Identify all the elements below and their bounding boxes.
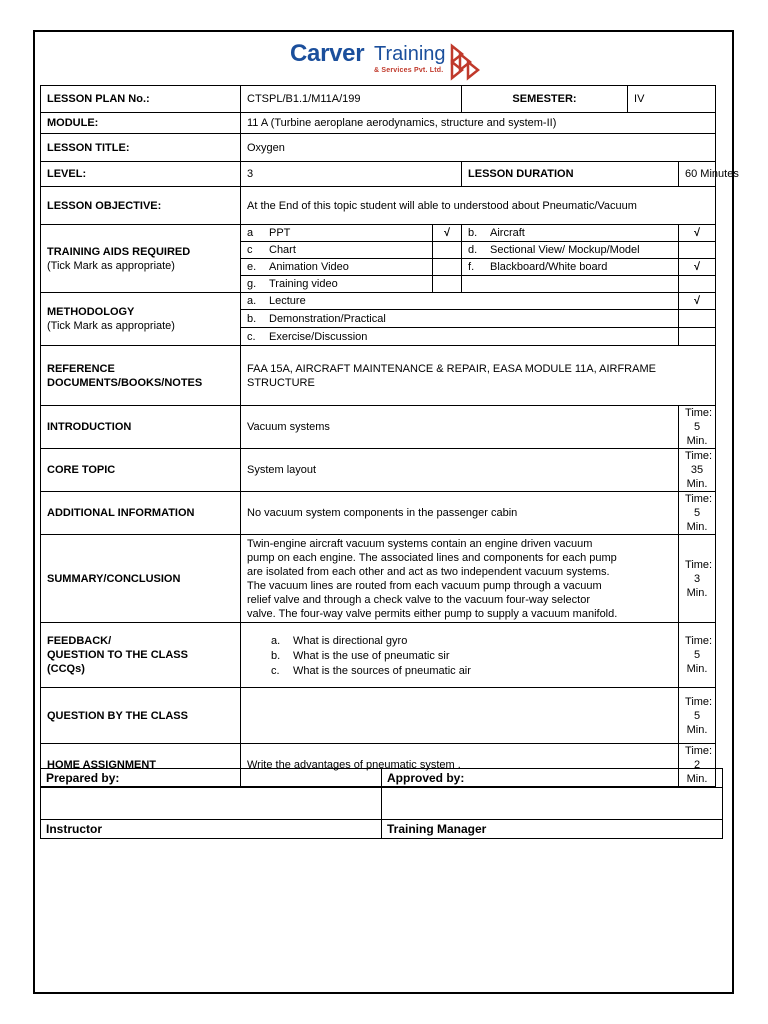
prepared-by-label: Prepared by: [41, 769, 382, 788]
aid-tick [679, 276, 716, 293]
level-label: LEVEL: [41, 162, 241, 187]
approved-by-role: Training Manager [382, 820, 723, 839]
method-item: Exercise/Discussion [269, 330, 368, 343]
aid-mark: d. [468, 244, 478, 256]
methodology-row [41, 293, 716, 310]
time-value: 5 Min. [686, 421, 708, 447]
logo-subtitle: & Services Pvt. Ltd. [374, 67, 444, 74]
method-mark: a. [247, 295, 257, 307]
logo-brand-training: Training [374, 43, 446, 65]
signoff-table [40, 768, 723, 839]
training-aids-title: TRAINING AIDS REQUIRED [47, 245, 191, 258]
lesson-plan-table [40, 85, 739, 787]
row-introduction [41, 406, 716, 449]
core-topic-value: System layout [241, 449, 679, 492]
row-reference [41, 346, 716, 406]
lesson-title-value: Oxygen [241, 134, 716, 162]
time-label: Time: [685, 450, 713, 462]
question-by-class-label: QUESTION BY THE CLASS [41, 688, 241, 744]
ccq-item [247, 664, 672, 679]
summary-line: are isolated from each other and act as two independent vacuum systems. [247, 565, 610, 578]
aid-mark: g. [247, 278, 257, 290]
time-value: 5 Min. [686, 649, 708, 675]
aid-mark: a [247, 227, 254, 239]
core-topic-time [679, 449, 716, 492]
aid-mark: b. [468, 227, 478, 239]
time-value: 35 Min. [686, 464, 708, 490]
lesson-objective-label: LESSON OBJECTIVE: [41, 187, 241, 225]
semester-value: IV [628, 86, 716, 113]
aid-mark: c [247, 244, 253, 256]
training-aids-sublabel: (Tick Mark as appropriate) [47, 259, 175, 272]
feedback-time [679, 623, 716, 688]
time-label: Time: [685, 493, 713, 505]
time-value: 2 Min. [686, 759, 708, 785]
row-core-topic [41, 449, 716, 492]
training-aids-row [41, 225, 716, 242]
additional-info-time [679, 492, 716, 535]
summary-line: The vacuum lines are routed from each vacuum pump through a vacuum [247, 579, 602, 592]
introduction-time [679, 406, 716, 449]
feedback-label [41, 623, 241, 688]
method-item: Demonstration/Practical [269, 312, 386, 325]
method-tick: √ [679, 293, 716, 310]
summary-line: Twin-engine aircraft vacuum systems contain an engine driven vacuum [247, 537, 593, 550]
aid-tick: √ [679, 259, 716, 276]
summary-line: pump on each engine. The associated lines and components for each pump [247, 551, 617, 564]
aid-tick [433, 242, 462, 259]
prepared-by-signature [41, 788, 382, 820]
summary-line: valve. The four-way valve permits either pump to supply a vacuum manifold. [247, 607, 618, 620]
summary-time [679, 535, 716, 623]
aid-tick [433, 276, 462, 293]
prepared-by-role: Instructor [41, 820, 382, 839]
lesson-duration-value: 60 Minutes [679, 162, 716, 187]
methodology-label [41, 293, 241, 346]
lesson-plan-value: CTSPL/B1.1/M11A/199 [241, 86, 462, 113]
aid-tick: √ [433, 225, 462, 242]
row-additional-info [41, 492, 716, 535]
aid-item: Chart [269, 244, 296, 256]
method-tick [679, 328, 716, 346]
row-level [41, 162, 716, 187]
introduction-label: INTRODUCTION [41, 406, 241, 449]
time-label: Time: [685, 635, 713, 647]
ccq-text: What is the sources of pneumatic air [293, 664, 471, 677]
time-value: 5 Min. [686, 507, 708, 533]
approved-by-signature [382, 788, 723, 820]
aid-tick: √ [679, 225, 716, 242]
row-question-by-class [41, 688, 716, 744]
row-lesson-plan [41, 86, 716, 113]
ccq-mark: c. [271, 664, 280, 677]
feedback-label-line1: FEEDBACK/ [47, 635, 112, 647]
lesson-duration-label: LESSON DURATION [462, 162, 679, 187]
lesson-title-label: LESSON TITLE: [41, 134, 241, 162]
summary-label: SUMMARY/CONCLUSION [41, 535, 241, 623]
ccq-text: What is directional gyro [293, 634, 408, 647]
ccq-item [247, 634, 672, 649]
aid-item: Aircraft [490, 227, 525, 239]
time-value: 3 Min. [686, 572, 708, 599]
level-value: 3 [241, 162, 462, 187]
summary-line: relief valve and through a check valve to the vacuum four-way selector [247, 593, 591, 606]
ccq-mark: b. [271, 649, 281, 662]
methodology-sublabel: (Tick Mark as appropriate) [47, 320, 175, 332]
aid-mark: e. [247, 261, 257, 273]
logo-arrows-icon [450, 42, 482, 82]
module-value: 11 A (Turbine aeroplane aerodynamics, structure and system-II) [241, 113, 716, 134]
question-by-class-time [679, 688, 716, 744]
method-tick [679, 310, 716, 328]
aid-item: Animation Video [269, 261, 349, 273]
time-label: Time: [685, 745, 713, 757]
reference-label [41, 346, 241, 406]
introduction-value: Vacuum systems [241, 406, 679, 449]
module-label: MODULE: [41, 113, 241, 134]
question-by-class-value [241, 688, 679, 744]
method-item: Lecture [269, 295, 306, 307]
method-mark: c. [247, 330, 256, 343]
time-value: 5 Min. [686, 709, 708, 736]
company-logo [290, 40, 490, 84]
home-assignment-label: HOME ASSIGNMENT [41, 744, 241, 787]
lesson-plan-label: LESSON PLAN No.: [41, 86, 241, 113]
lesson-objective-value: At the End of this topic student will able to understood about Pneumatic/Vacuum [241, 187, 716, 225]
row-summary [41, 535, 716, 623]
logo-brand: Carver [290, 40, 365, 67]
approved-by-label: Approved by: [382, 769, 723, 788]
reference-value: FAA 15A, AIRCRAFT MAINTENANCE & REPAIR, EASA MODULE 11A, AIRFRAME STRUCTURE [241, 346, 716, 406]
aid-tick [679, 242, 716, 259]
ccq-text: What is the use of pneumatic sir [293, 649, 450, 662]
aid-item: Training video [269, 278, 338, 290]
row-feedback [41, 623, 716, 688]
semester-label: SEMESTER: [462, 86, 628, 113]
aid-mark: f. [468, 261, 475, 273]
additional-info-label: ADDITIONAL INFORMATION [41, 492, 241, 535]
additional-info-value: No vacuum system components in the passenger cabin [241, 492, 679, 535]
aid-tick [433, 259, 462, 276]
method-mark: b. [247, 312, 257, 325]
aid-item: Sectional View/ Mockup/Model [490, 244, 640, 256]
ccq-item [247, 649, 672, 664]
time-label: Time: [685, 407, 713, 419]
feedback-label-line3: (CCQs) [47, 663, 85, 675]
training-aids-label [41, 225, 241, 293]
reference-label-line1: REFERENCE [47, 362, 115, 375]
core-topic-label: CORE TOPIC [41, 449, 241, 492]
time-label: Time: [685, 558, 713, 571]
row-module [41, 113, 716, 134]
feedback-label-line2: QUESTION TO THE CLASS [47, 649, 188, 661]
row-objective [41, 187, 716, 225]
ccq-mark: a. [271, 634, 281, 647]
reference-label-line2: DOCUMENTS/BOOKS/NOTES [47, 376, 203, 389]
methodology-title: METHODOLOGY [47, 306, 135, 318]
aid-item: Blackboard/White board [490, 261, 608, 273]
summary-text [241, 535, 679, 623]
aid-item: PPT [269, 227, 291, 239]
home-assignment-value: Write the advantages of pneumatic system . [241, 744, 679, 787]
time-label: Time: [685, 695, 713, 708]
feedback-questions [241, 623, 679, 688]
row-lesson-title [41, 134, 716, 162]
